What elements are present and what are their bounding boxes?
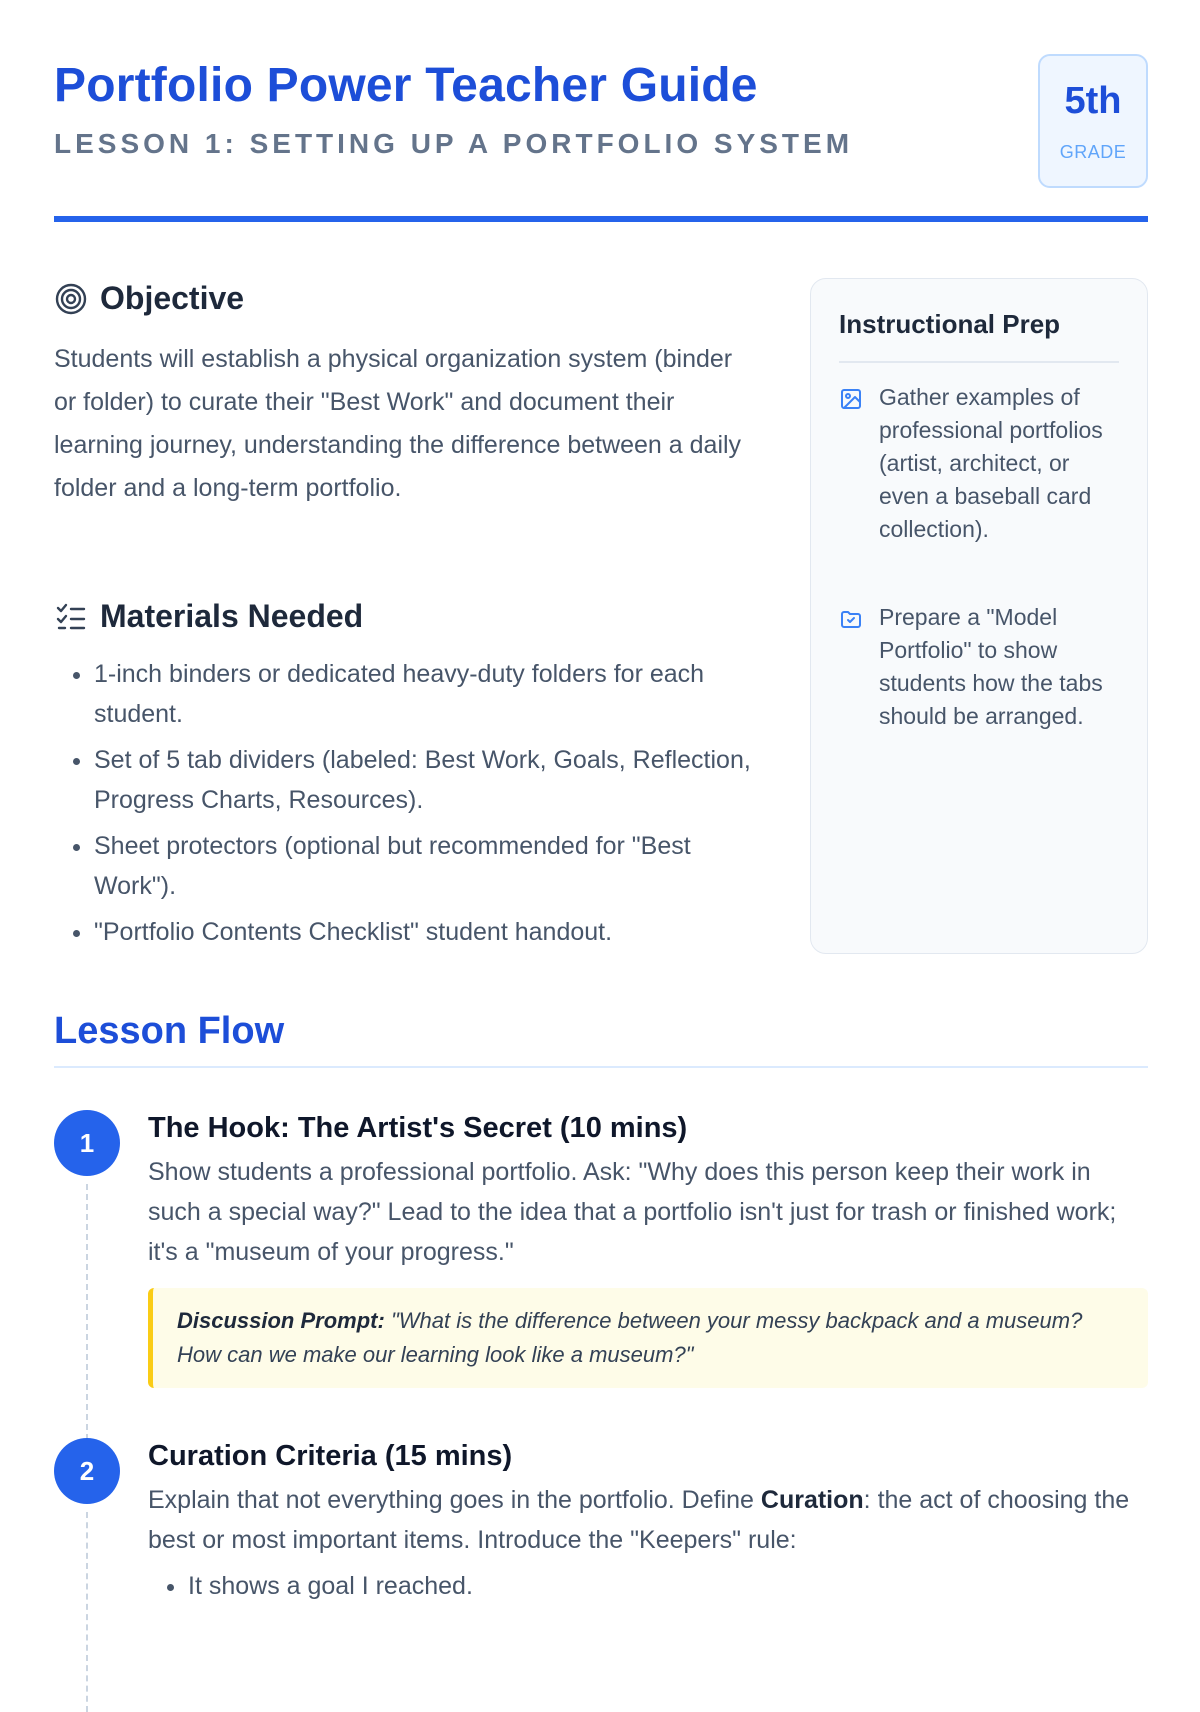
instructional-prep-card	[810, 278, 1148, 954]
step-title: The Hook: The Artist's Secret (10 mins)	[148, 1112, 688, 1144]
step-title: Curation Criteria (15 mins)	[148, 1440, 513, 1472]
prep-item	[839, 381, 1121, 546]
curation-term: Curation	[760, 1486, 864, 1514]
objective-text: Students will establish a physical organization system (binder or folder) to curate their "Best Work" and document their learning journey, understanding the difference between a daily folder and a long-term portfolio.	[54, 345, 742, 502]
list-item: • Set of 5 tab dividers (labeled: Best Work, Goals, Reflection, Progress Charts, Resources).	[94, 740, 754, 820]
checklist-icon	[54, 600, 88, 634]
materials-list	[54, 654, 754, 958]
prep-item-text: Prepare a "Model Portfolio" to show students how the tabs should be arranged.	[879, 604, 1103, 729]
list-item: • 1-inch binders or dedicated heavy-duty folders for each student.	[94, 654, 754, 734]
step-text-part: Explain that not everything goes in the portfolio. Define	[148, 1486, 761, 1514]
lesson-flow-heading: Lesson Flow	[54, 1010, 285, 1052]
keepers-list	[148, 1566, 1148, 1606]
prep-heading: Instructional Prep	[839, 309, 1061, 339]
objective-heading	[54, 280, 244, 317]
materials-heading	[54, 598, 363, 635]
materials-heading-text: Materials Needed	[100, 598, 364, 634]
step-connector	[86, 1512, 88, 1712]
step-text: Show students a professional portfolio. Ask: "Why does this person keep their work in such a special way?" Lead to the idea that a portfolio isn't just for trash or finished work; it's a "museum of your progress."	[148, 1158, 1117, 1266]
page-title: Portfolio Power Teacher Guide	[54, 59, 758, 112]
prompt-text: "What is the difference between your messy backpack and a museum? How can we make our learning look like a museum?"	[177, 1308, 1083, 1367]
grade-label: GRADE	[1059, 142, 1127, 162]
grade-badge	[1038, 54, 1148, 188]
guide-header	[54, 54, 1148, 224]
list-item: • "Portfolio Contents Checklist" student handout.	[94, 912, 754, 952]
step-number-badge: 1	[54, 1110, 120, 1176]
grade-value: 5th	[1064, 80, 1122, 122]
lesson-subtitle: LESSON 1: SETTING UP A PORTFOLIO SYSTEM	[54, 128, 854, 159]
target-icon	[54, 282, 88, 316]
prep-item-text: Gather examples of professional portfolios (artist, architect, or even a baseball card collection).	[879, 384, 1103, 542]
list-item: • It shows a goal I reached.	[188, 1566, 1148, 1606]
prep-item	[839, 601, 1121, 733]
step-text	[148, 1480, 1148, 1560]
prep-divider	[839, 361, 1119, 363]
lesson-flow-divider	[54, 1066, 1148, 1068]
image-icon	[839, 381, 867, 546]
step-body	[148, 1110, 1148, 1388]
discussion-prompt-box	[148, 1288, 1148, 1388]
objective-heading-text: Objective	[100, 280, 245, 316]
prompt-label: Discussion Prompt:	[177, 1308, 385, 1333]
step-number-badge: 2	[54, 1438, 120, 1504]
list-item: • Sheet protectors (optional but recommended for "Best Work").	[94, 826, 754, 906]
step-body	[148, 1438, 1148, 1606]
folder-check-icon	[839, 601, 867, 733]
step-text-part: : the act of choosing the best or most important items. Introduce the "Keepers" rule:	[148, 1486, 1130, 1554]
header-divider	[54, 216, 1148, 222]
